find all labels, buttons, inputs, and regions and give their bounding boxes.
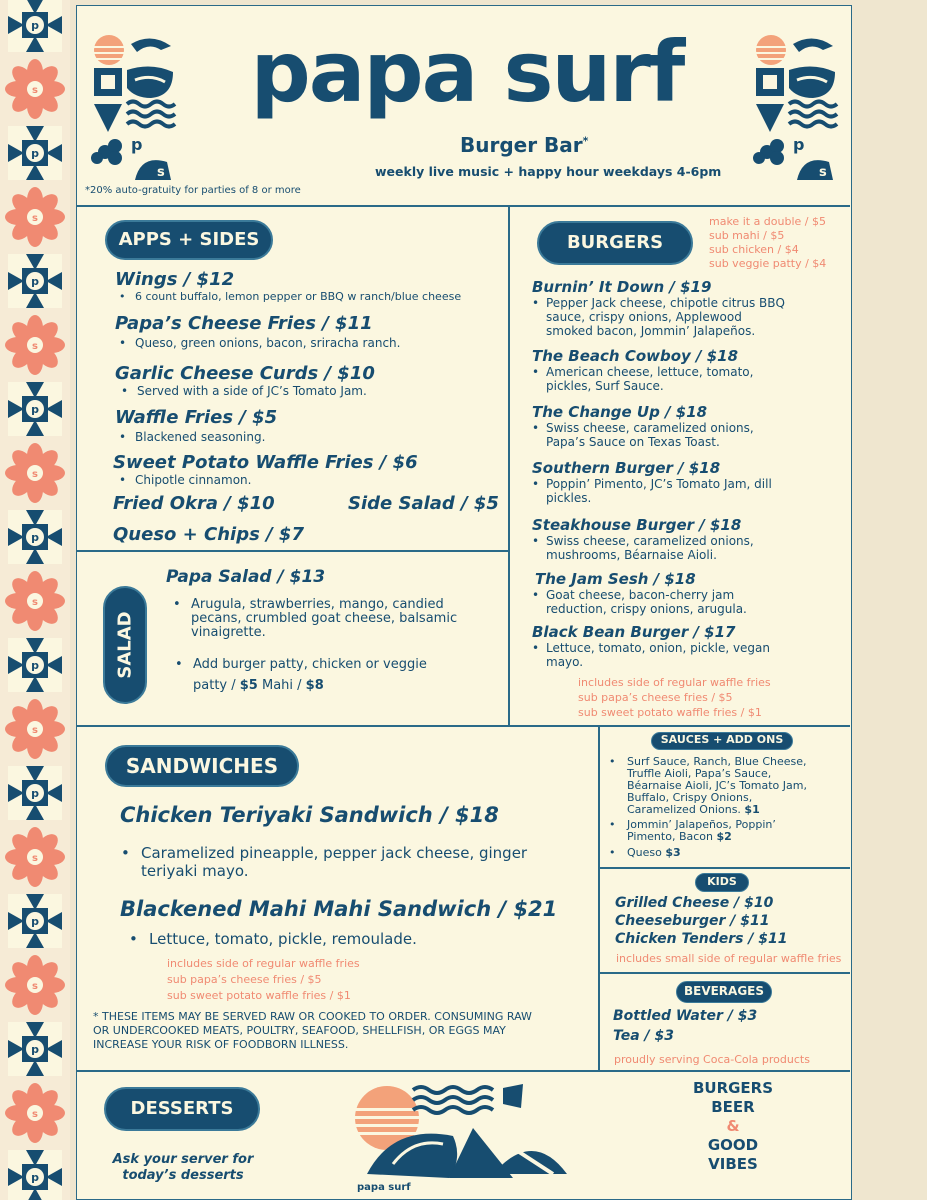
sandwich-item-desc: • Lettuce, tomato, pickle, remoulade. [129, 930, 417, 948]
apps-sides-heading: APPS + SIDES [105, 220, 273, 260]
svg-text:p: p [31, 275, 39, 288]
desserts-note: Ask your server for today’s desserts [112, 1152, 254, 1183]
border-p-tile-icon [4, 122, 66, 184]
burger-item-desc: • Swiss cheese, caramelized onions, mushrooms, Béarnaise Aioli. [532, 534, 754, 562]
footer-slogan: BURGERS BEER & GOOD VIBES [692, 1079, 774, 1173]
svg-text:s: s [32, 85, 38, 96]
border-flower-icon [4, 954, 66, 1016]
side-note: includes side of regular waffle fries [167, 957, 360, 970]
beverage-item: Bottled Water / $3 [613, 1008, 758, 1024]
side-note: sub sweet potato waffle fries / $1 [578, 706, 762, 719]
border-p-tile-icon [4, 506, 66, 568]
rule-burgers-left [508, 205, 510, 726]
side-note: sub papa’s cheese fries / $5 [167, 973, 322, 986]
svg-text:s: s [32, 853, 38, 864]
brand-subtitle: Burger Bar* [460, 133, 589, 157]
border-flower-icon [4, 570, 66, 632]
border-flower-icon [4, 58, 66, 120]
svg-text:p: p [31, 19, 39, 32]
svg-text:papa surf: papa surf [357, 1182, 411, 1193]
svg-text:s: s [32, 213, 38, 224]
svg-text:p: p [31, 403, 39, 416]
burgers-heading: BURGERS [537, 221, 693, 265]
salad-item-name: Papa Salad / $13 [166, 567, 326, 587]
rule-apps-salad [77, 550, 509, 552]
salad-item-desc: • Arugula, strawberries, mango, candied pecans, crumbled goat cheese, balsamic vinaigrette. [173, 597, 458, 640]
side-note: sub papa’s cheese fries / $5 [578, 691, 733, 704]
kids-item: Chicken Tenders / $11 [615, 931, 788, 947]
svg-text:s: s [32, 725, 38, 736]
rule-sauces-left [598, 725, 600, 1070]
border-flower-icon [4, 698, 66, 760]
kids-item: Grilled Cheese / $10 [615, 895, 774, 911]
apps-item-name: Papa’s Cheese Fries / $11 [115, 313, 373, 334]
svg-text:s: s [32, 597, 38, 608]
svg-text:p: p [31, 1171, 39, 1184]
border-p-tile-icon [4, 762, 66, 824]
burger-item-desc: • Lettuce, tomato, onion, pickle, vegan mayo. [532, 641, 771, 669]
footer-surf-logo [353, 1078, 575, 1194]
border-p-tile-icon [4, 890, 66, 952]
apps-item-name: Waffle Fries / $5 [115, 407, 278, 428]
svg-text:p: p [31, 531, 39, 544]
burger-item-desc: • Swiss cheese, caramelized onions, Papa’s Sauce on Texas Toast. [532, 421, 754, 449]
apps-item-name: Garlic Cheese Curds / $10 [115, 363, 375, 384]
sandwich-side-notes [167, 956, 360, 1004]
svg-text:p: p [131, 135, 143, 154]
rule-above-footer [77, 1070, 850, 1072]
border-p-tile-icon [4, 634, 66, 696]
burger-item-name: The Beach Cowboy / $18 [532, 347, 739, 365]
rule-sauces-kids [598, 867, 850, 869]
raw-food-disclaimer: * THESE ITEMS MAY BE SERVED RAW OR COOKED TO ORDER. CONSUMING RAW OR UNDERCOOKED MEATS, POULTRY, SEAFOOD, SHELLFISH, OR EGGS MAY INCREASE YOUR RISK OF FOODBORN ILLNESS. [93, 1010, 532, 1051]
sandwiches-heading: SANDWICHES [105, 745, 299, 787]
side-salad: Side Salad / $5 [348, 493, 499, 514]
upsell-line: sub veggie patty / $4 [709, 257, 827, 270]
burger-upsells [709, 215, 826, 271]
svg-text:p: p [793, 135, 805, 154]
side-note: sub sweet potato waffle fries / $1 [167, 989, 351, 1002]
svg-text:p: p [31, 659, 39, 672]
burger-item-name: The Change Up / $18 [532, 403, 708, 421]
border-p-tile-icon [4, 1018, 66, 1080]
header [77, 6, 850, 206]
burger-item-name: Burnin’ It Down / $19 [532, 278, 712, 296]
burger-item-desc: • Pepper Jack cheese, chipotle citrus BBQ sauce, crispy onions, Applewood smoked bacon, Jommin’ Jalapeños. [532, 296, 785, 338]
rule-above-sandwiches [77, 725, 850, 727]
border-p-tile-icon [4, 250, 66, 312]
kids-item: Cheeseburger / $11 [615, 913, 770, 929]
burger-item-name: Southern Burger / $18 [532, 459, 721, 477]
left-tiki-logo [91, 32, 181, 182]
border-flower-icon [4, 442, 66, 504]
desserts-heading: DESSERTS [104, 1087, 260, 1131]
gratuity-note: *20% auto-gratuity for parties of 8 or more [85, 185, 301, 196]
border-flower-icon [4, 314, 66, 376]
svg-text:s: s [32, 1109, 38, 1120]
burger-item-desc: • Poppin’ Pimento, JC’s Tomato Jam, dill pickles. [532, 477, 772, 505]
svg-text:p: p [31, 1043, 39, 1056]
right-tiki-logo [753, 32, 843, 182]
kids-heading: KIDS [695, 873, 749, 892]
tagline: weekly live music + happy hour weekdays 4-6pm [375, 164, 722, 179]
sauce-list-item: • Jommin’ Jalapeños, Poppin’ Pimento, Bacon $2 [609, 818, 776, 843]
border-p-tile-icon [4, 0, 66, 56]
apps-item-name: Wings / $12 [115, 269, 235, 290]
svg-text:s: s [32, 341, 38, 352]
border-p-tile-icon [4, 1146, 66, 1200]
burger-item-desc: • American cheese, lettuce, tomato, pickles, Surf Sauce. [532, 365, 754, 393]
burger-side-notes [578, 675, 771, 720]
sauce-list-item: • Queso $3 [609, 846, 681, 859]
sandwich-item-name: Chicken Teriyaki Sandwich / $18 [120, 803, 499, 827]
svg-text:s: s [157, 165, 165, 180]
upsell-line: sub chicken / $4 [709, 243, 799, 256]
border-flower-icon [4, 826, 66, 888]
decorative-border-strip [0, 0, 70, 1200]
fried-okra: Fried Okra / $10 [113, 493, 275, 514]
sandwich-item-desc: • Caramelized pineapple, pepper jack cheese, ginger teriyaki mayo. [121, 844, 528, 880]
sandwich-item-name: Blackened Mahi Mahi Sandwich / $21 [120, 897, 558, 921]
burger-item-name: Steakhouse Burger / $18 [532, 516, 742, 534]
beverages-heading: BEVERAGES [676, 981, 772, 1003]
svg-text:s: s [32, 981, 38, 992]
burger-item-desc: • Goat cheese, bacon-cherry jam reduction, crispy onions, arugula. [532, 588, 747, 616]
upsell-line: make it a double / $5 [709, 215, 826, 228]
burger-item-name: Black Bean Burger / $17 [532, 623, 736, 641]
queso-chips: Queso + Chips / $7 [113, 524, 304, 545]
svg-text:p: p [31, 915, 39, 928]
apps-item-name: Sweet Potato Waffle Fries / $6 [113, 452, 418, 473]
svg-text:p: p [31, 787, 39, 800]
rule-kids-beverages [598, 972, 850, 974]
svg-text:s: s [819, 165, 827, 180]
border-p-tile-icon [4, 378, 66, 440]
border-flower-icon [4, 1082, 66, 1144]
border-flower-icon [4, 186, 66, 248]
svg-text:s: s [32, 469, 38, 480]
svg-text:p: p [31, 147, 39, 160]
brand-title: papa surf [250, 23, 684, 121]
sauce-list-item: • Surf Sauce, Ranch, Blue Cheese, Truffle Aioli, Papa’s Sauce, Béarnaise Aioli, JC’s Tomato Jam, Buffalo, Crispy Onions, Caramelized Onions. $1 [609, 755, 807, 816]
upsell-line: sub mahi / $5 [709, 229, 785, 242]
salad-add-on: • Add burger patty, chicken or veggie patty / $5 Mahi / $8 [175, 657, 427, 693]
rule-below-header [77, 205, 850, 207]
sauces-heading: SAUCES + ADD ONS [651, 732, 793, 750]
menu-page: p s p s papa surf Burger Bar* weekly live music + happy hour weekdays 4-6pm *20% auto-gratuity for parties of 8 or more APPS + SIDES Wings / $12 • 6 count buffalo, lemon pepper or BBQ w ranch/blue cheese Papa’s Cheese Fries / $11 • Queso, green onions, bacon, sriracha ranch. Garlic Cheese Curds / $10 • Served with a side of JC’s Tomato Jam. Waffle Fries / $5 • Blackened seasoning. Sweet Potato Waffle Fries / $6 • Chipotle cinnamon. Fried Okra / $10 Side Salad / $5 Queso + Chips / $7 SALAD Papa Salad / $13 • Arugula, strawberries, mango, candied pecans, crumbled goat cheese, balsamic vinaigrette. • Add burger patty, chicken or veggie patty / $5 Mahi / $8 BURGERS make it a double / $5 sub mahi / $5 sub chicken / $4 sub veggie patty / $4 Burnin’ It Down / $19 • Pepper Jack cheese, chipotle citrus BBQ sauce, crispy onions, Applewood smoked bacon, Jommin’ Jalapeños. The Beach Cowboy / $18 • American cheese, lettuce, tomato, pickles, Surf Sauce. The Change Up / $18 • Swiss cheese, caramelized onions, Papa’s Sauce on Texas Toast. Southern Burger / $18 • Poppin’ Pimento, JC’s Tomato Jam, dill pickles. Steakhouse Burger / $18 • Swiss cheese, caramelized onions, mushrooms, Béarnaise Aioli. The Jam Sesh / $18 • Goat cheese, bacon-cherry jam reduction, crispy onions, arugula. Black Bean Burger / $17 • Lettuce, tomato, onion, pickle, vegan mayo. includes side of regular waffle fries sub papa’s cheese fries / $5 sub sweet potato waffle fries / $1 SANDWICHES Chicken Teriyaki Sandwich / $18 • Caramelized pineapple, pepper jack cheese, ginger teriyaki mayo. Blackened Mahi Mahi Sandwich / $21 • Lettuce, tomato, pickle, remoulade. includes side of regular waffle fries sub papa’s cheese fries / $5 sub sweet potato waffle fries / $1 * THESE ITEMS MAY BE SERVED RAW OR COOKED TO ORDER. CONSUMING RAW OR UNDERCOOKED MEATS, POULTRY, SEAFOOD, SHELLFISH, OR EGGS MAY INCREASE YOUR RISK OF FOODBORN ILLNESS. SAUCES + ADD ONS • Surf Sauce, Ranch, Blue Cheese, Truffle Aioli, Papa’s Sauce, Béarnaise Aioli, JC’s Tomato Jam, Buffalo, Crispy Onions, Caramelized Onions. $1 • Jommin’ Jalapeños, Poppin’ Pimento, Bacon $2 • Queso $3 KIDS Grilled Cheese / $10 Cheeseburger / $11 Chicken Tenders / $11 includes small side of regular waffle fries BEVERAGES Bottled Water / $3 Tea / $3 proudly serving Coca-Cola products DESSERTS Ask your server for today’s desserts papa surf BURGERS BEER & GOOD VIBES [76, 5, 852, 1200]
burger-item-name: The Jam Sesh / $18 [535, 570, 696, 588]
kids-note: includes small side of regular waffle fries [616, 952, 842, 965]
side-note: includes side of regular waffle fries [578, 676, 771, 689]
salad-heading: SALAD [103, 586, 147, 704]
beverages-note: proudly serving Coca-Cola products [614, 1053, 810, 1066]
beverage-item: Tea / $3 [613, 1028, 675, 1044]
